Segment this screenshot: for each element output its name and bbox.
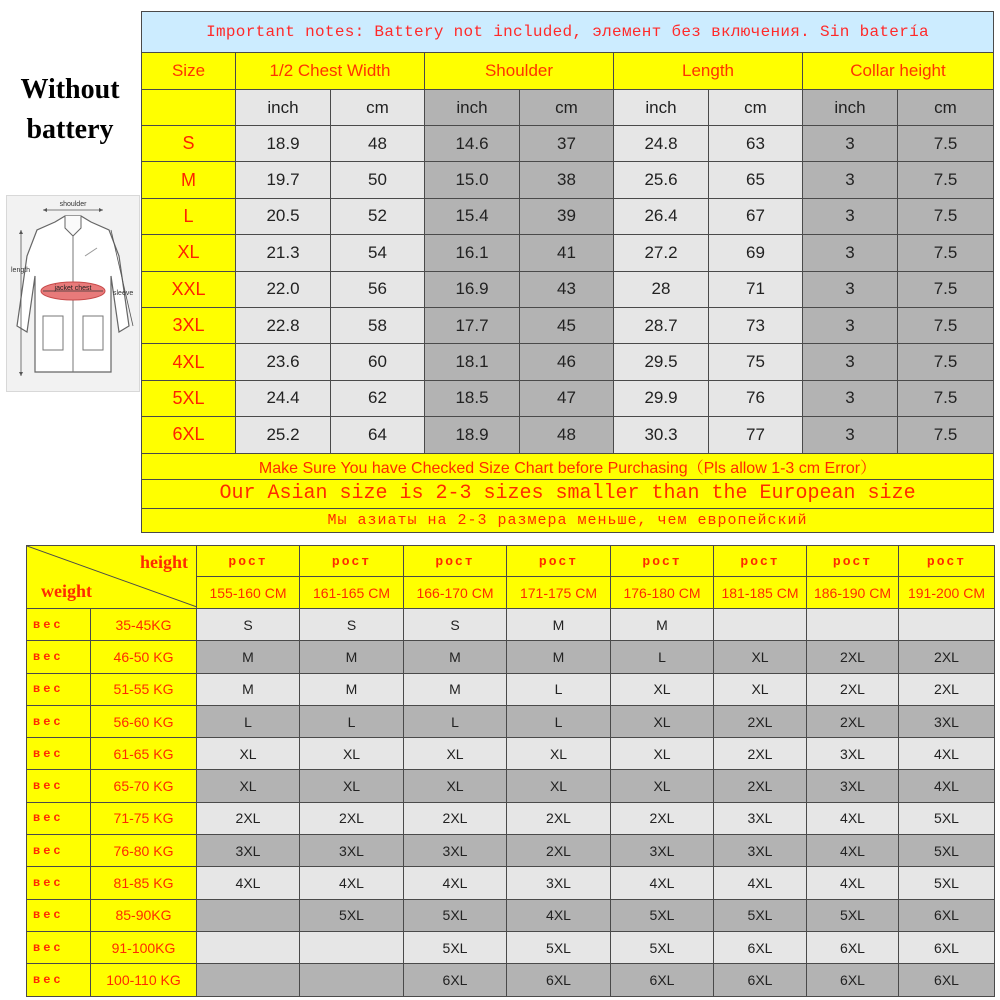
measurement-cell: 38 — [520, 162, 614, 198]
measurement-cell: 48 — [520, 417, 614, 453]
unit-label: cm — [331, 90, 425, 126]
recommended-size — [714, 609, 807, 641]
measurement-cell: 18.1 — [425, 344, 520, 380]
size-row — [142, 344, 994, 380]
measurement-cell: 7.5 — [898, 417, 994, 453]
bec-label: вес — [27, 705, 91, 737]
measurement-cell: 37 — [520, 126, 614, 162]
rost-label: рост — [807, 546, 899, 577]
size-label: XL — [142, 235, 236, 271]
measurement-cell: 28.7 — [614, 307, 709, 343]
recommended-size: 2XL — [714, 705, 807, 737]
bec-label: вес — [27, 835, 91, 867]
size-row — [142, 417, 994, 453]
bec-label: вес — [27, 738, 91, 770]
recommended-size: 6XL — [404, 964, 507, 996]
size-row — [142, 271, 994, 307]
recommended-size: S — [404, 609, 507, 641]
recommended-size: XL — [611, 673, 714, 705]
recommended-size: 5XL — [611, 931, 714, 963]
measurement-cell: 60 — [331, 344, 425, 380]
recommended-size: 5XL — [899, 802, 995, 834]
height-range: 161-165 CM — [300, 577, 404, 609]
measurement-cell: 3 — [803, 235, 898, 271]
weight-row — [27, 867, 995, 899]
unit-label: cm — [709, 90, 803, 126]
header-chest: 1/2 Chest Width — [236, 53, 425, 90]
size-chart-table — [141, 11, 994, 533]
weight-range: 65-70 KG — [91, 770, 197, 802]
size-label: 6XL — [142, 417, 236, 453]
measurement-cell: 62 — [331, 380, 425, 416]
recommended-size: 6XL — [807, 964, 899, 996]
recommended-size: 3XL — [714, 835, 807, 867]
recommended-size: 3XL — [807, 738, 899, 770]
recommended-size: M — [197, 641, 300, 673]
recommended-size: XL — [611, 738, 714, 770]
rost-label: рост — [899, 546, 995, 577]
recommended-size: 4XL — [899, 738, 995, 770]
recommended-size: M — [197, 673, 300, 705]
bec-label: вес — [27, 641, 91, 673]
size-label: 5XL — [142, 380, 236, 416]
recommended-size: XL — [611, 770, 714, 802]
battery-notice-row — [142, 12, 994, 53]
measurement-cell: 18.9 — [236, 126, 331, 162]
height-label: height — [139, 552, 188, 572]
unit-label: inch — [425, 90, 520, 126]
measurement-cell: 3 — [803, 380, 898, 416]
measurement-cell: 24.4 — [236, 380, 331, 416]
recommended-size: 4XL — [197, 867, 300, 899]
recommended-size: M — [300, 641, 404, 673]
size-row — [142, 162, 994, 198]
recommended-size — [300, 964, 404, 996]
recommended-size: 2XL — [807, 705, 899, 737]
weight-range: 71-75 KG — [91, 802, 197, 834]
recommended-size: M — [300, 673, 404, 705]
measurement-cell: 20.5 — [236, 198, 331, 234]
measurement-cell: 75 — [709, 344, 803, 380]
measurement-cell: 28 — [614, 271, 709, 307]
weight-range: 76-80 KG — [91, 835, 197, 867]
height-range: 176-180 CM — [611, 577, 714, 609]
recommended-size: 5XL — [611, 899, 714, 931]
recommended-size: 3XL — [197, 835, 300, 867]
without-battery-title — [4, 70, 136, 150]
recommended-size: 2XL — [404, 802, 507, 834]
measurement-cell: 3 — [803, 344, 898, 380]
measurement-cell: 24.8 — [614, 126, 709, 162]
recommended-size: L — [197, 705, 300, 737]
measurement-cell: 7.5 — [898, 126, 994, 162]
height-range: 186-190 CM — [807, 577, 899, 609]
height-range: 191-200 CM — [899, 577, 995, 609]
size-row — [142, 198, 994, 234]
recommended-size: 2XL — [611, 802, 714, 834]
unit-label: cm — [520, 90, 614, 126]
recommended-size: L — [611, 641, 714, 673]
recommended-size: L — [507, 673, 611, 705]
size-row — [142, 380, 994, 416]
measurement-cell: 48 — [331, 126, 425, 162]
recommended-size: XL — [300, 770, 404, 802]
shoulder-label: shoulder — [59, 201, 87, 208]
recommended-size: 2XL — [807, 673, 899, 705]
rost-label: рост — [507, 546, 611, 577]
measurement-cell: 76 — [709, 380, 803, 416]
footer-row-3 — [142, 508, 994, 532]
recommended-size: XL — [300, 738, 404, 770]
bec-label: вес — [27, 673, 91, 705]
measurement-cell: 63 — [709, 126, 803, 162]
height-range: 171-175 CM — [507, 577, 611, 609]
weight-row — [27, 835, 995, 867]
bec-label: вес — [27, 931, 91, 963]
recommended-size: 6XL — [507, 964, 611, 996]
weight-label: weight — [41, 581, 92, 601]
measurement-cell: 3 — [803, 198, 898, 234]
recommended-size: XL — [714, 673, 807, 705]
footer-asian-size-note: Our Asian size is 2-3 sizes smaller than the European size — [142, 479, 994, 508]
measurement-cell: 3 — [803, 271, 898, 307]
recommended-size: XL — [507, 738, 611, 770]
header-size: Size — [142, 53, 236, 90]
weight-range: 61-65 KG — [91, 738, 197, 770]
weight-row — [27, 705, 995, 737]
weight-row — [27, 770, 995, 802]
measurement-cell: 50 — [331, 162, 425, 198]
recommended-size: 5XL — [899, 867, 995, 899]
measurement-cell: 22.8 — [236, 307, 331, 343]
recommended-size — [197, 899, 300, 931]
footer-row-2 — [142, 479, 994, 508]
recommended-size: 2XL — [899, 673, 995, 705]
weight-row — [27, 931, 995, 963]
measurement-cell: 64 — [331, 417, 425, 453]
weight-range: 81-85 KG — [91, 867, 197, 899]
recommended-size: 4XL — [807, 867, 899, 899]
recommended-size: 6XL — [611, 964, 714, 996]
bec-label: вес — [27, 899, 91, 931]
jacket-measurement-diagram — [6, 195, 140, 392]
measurement-cell: 58 — [331, 307, 425, 343]
bec-label: вес — [27, 964, 91, 996]
size-label: L — [142, 198, 236, 234]
measurement-cell: 18.5 — [425, 380, 520, 416]
recommended-size: M — [404, 641, 507, 673]
unit-label: inch — [236, 90, 331, 126]
recommended-size — [899, 609, 995, 641]
measurement-cell: 56 — [331, 271, 425, 307]
recommended-size: XL — [197, 738, 300, 770]
recommended-size: 5XL — [899, 835, 995, 867]
measurement-cell: 15.0 — [425, 162, 520, 198]
unit-label: inch — [803, 90, 898, 126]
recommended-size: 4XL — [899, 770, 995, 802]
measurement-cell: 3 — [803, 126, 898, 162]
measurement-cell: 14.6 — [425, 126, 520, 162]
recommended-size: 2XL — [899, 641, 995, 673]
recommended-size: 3XL — [899, 705, 995, 737]
recommended-size: 3XL — [611, 835, 714, 867]
measurement-cell: 39 — [520, 198, 614, 234]
chest-label: jacket chest — [54, 285, 92, 292]
weight-range: 51-55 KG — [91, 673, 197, 705]
recommended-size: L — [300, 705, 404, 737]
sleeve-label: sleeve — [113, 290, 134, 297]
measurement-cell: 17.7 — [425, 307, 520, 343]
measurement-cell: 47 — [520, 380, 614, 416]
recommended-size: M — [507, 609, 611, 641]
header-collar: Collar height — [803, 53, 994, 90]
recommended-size: 6XL — [714, 964, 807, 996]
length-label: length — [11, 267, 31, 274]
recommended-size: 3XL — [714, 802, 807, 834]
recommended-size: 6XL — [899, 899, 995, 931]
recommended-size: 5XL — [507, 931, 611, 963]
recommended-size: 5XL — [404, 931, 507, 963]
hw-rows — [27, 609, 995, 997]
recommended-size: XL — [714, 641, 807, 673]
recommended-size — [300, 931, 404, 963]
height-range: 181-185 CM — [714, 577, 807, 609]
title-line-1: Without — [20, 74, 120, 105]
recommended-size: 5XL — [714, 899, 807, 931]
recommended-size — [807, 609, 899, 641]
height-weight-table — [26, 545, 995, 997]
measurement-cell: 77 — [709, 417, 803, 453]
measurement-cell: 65 — [709, 162, 803, 198]
unit-label: cm — [898, 90, 994, 126]
recommended-size: 5XL — [807, 899, 899, 931]
measurement-cell: 46 — [520, 344, 614, 380]
recommended-size: 4XL — [404, 867, 507, 899]
weight-row — [27, 609, 995, 641]
recommended-size: 6XL — [899, 931, 995, 963]
measurement-cell: 29.5 — [614, 344, 709, 380]
recommended-size: XL — [611, 705, 714, 737]
measurement-cell: 15.4 — [425, 198, 520, 234]
measurement-cell: 45 — [520, 307, 614, 343]
weight-range: 85-90KG — [91, 899, 197, 931]
measurement-cell: 52 — [331, 198, 425, 234]
bec-label: вес — [27, 609, 91, 641]
weight-row — [27, 964, 995, 996]
size-rows — [142, 126, 994, 454]
measurement-cell: 26.4 — [614, 198, 709, 234]
recommended-size: S — [197, 609, 300, 641]
recommended-size: 5XL — [404, 899, 507, 931]
measurement-cell: 16.1 — [425, 235, 520, 271]
footer-check-note: Make Sure You have Checked Size Chart before Purchasing（Pls allow 1-3 cm Error） — [142, 453, 994, 479]
measurement-cell: 7.5 — [898, 271, 994, 307]
recommended-size: 6XL — [714, 931, 807, 963]
recommended-size: 2XL — [714, 738, 807, 770]
recommended-size: 4XL — [507, 899, 611, 931]
weight-range: 46-50 KG — [91, 641, 197, 673]
measurement-cell: 71 — [709, 271, 803, 307]
measurement-cell: 19.7 — [236, 162, 331, 198]
title-line-2: battery — [26, 114, 114, 145]
recommended-size: 3XL — [807, 770, 899, 802]
recommended-size: 3XL — [507, 867, 611, 899]
recommended-size: 5XL — [300, 899, 404, 931]
measurement-cell: 25.6 — [614, 162, 709, 198]
measurement-cell: 30.3 — [614, 417, 709, 453]
rost-label: рост — [300, 546, 404, 577]
recommended-size: 2XL — [507, 802, 611, 834]
recommended-size: M — [404, 673, 507, 705]
weight-range: 56-60 KG — [91, 705, 197, 737]
recommended-size: XL — [404, 770, 507, 802]
size-row — [142, 235, 994, 271]
bec-label: вес — [27, 770, 91, 802]
weight-row — [27, 641, 995, 673]
weight-row — [27, 673, 995, 705]
recommended-size: 6XL — [807, 931, 899, 963]
unit-label: inch — [614, 90, 709, 126]
measurement-cell: 3 — [803, 307, 898, 343]
measurement-cell: 27.2 — [614, 235, 709, 271]
size-label: S — [142, 126, 236, 162]
recommended-size: 2XL — [300, 802, 404, 834]
recommended-size: 4XL — [300, 867, 404, 899]
recommended-size: 4XL — [807, 802, 899, 834]
recommended-size: 4XL — [714, 867, 807, 899]
measurement-cell: 21.3 — [236, 235, 331, 271]
size-row — [142, 126, 994, 162]
unit-blank — [142, 90, 236, 126]
weight-row — [27, 899, 995, 931]
measurement-cell: 7.5 — [898, 307, 994, 343]
measurement-cell: 7.5 — [898, 235, 994, 271]
recommended-size: 4XL — [611, 867, 714, 899]
weight-row — [27, 802, 995, 834]
size-label: XXL — [142, 271, 236, 307]
recommended-size — [197, 964, 300, 996]
measurement-cell: 29.9 — [614, 380, 709, 416]
measurement-cell: 7.5 — [898, 162, 994, 198]
header-length: Length — [614, 53, 803, 90]
measurement-cell: 7.5 — [898, 198, 994, 234]
rost-label: рост — [714, 546, 807, 577]
measurement-cell: 67 — [709, 198, 803, 234]
battery-notice: Important notes: Battery not included, элемент без включения. Sin batería — [142, 12, 994, 53]
recommended-size: XL — [507, 770, 611, 802]
size-label: M — [142, 162, 236, 198]
header-shoulder: Shoulder — [425, 53, 614, 90]
measurement-cell: 22.0 — [236, 271, 331, 307]
size-row — [142, 307, 994, 343]
recommended-size: 2XL — [714, 770, 807, 802]
bec-label: вес — [27, 802, 91, 834]
measurement-cell: 69 — [709, 235, 803, 271]
recommended-size: 3XL — [300, 835, 404, 867]
measurement-cell: 3 — [803, 417, 898, 453]
footer-russian-note: Мы азиаты на 2-3 размера меньше, чем европейский — [142, 508, 994, 532]
recommended-size: 2XL — [507, 835, 611, 867]
measurement-cell: 41 — [520, 235, 614, 271]
measurement-cell: 73 — [709, 307, 803, 343]
measurement-cell: 23.6 — [236, 344, 331, 380]
measurement-cell: 16.9 — [425, 271, 520, 307]
unit-row — [142, 90, 994, 126]
recommended-size: L — [507, 705, 611, 737]
size-chart-header-row — [142, 53, 994, 90]
recommended-size: L — [404, 705, 507, 737]
footer-row-1 — [142, 453, 994, 479]
measurement-cell: 7.5 — [898, 380, 994, 416]
height-range: 155-160 CM — [197, 577, 300, 609]
weight-range: 35-45KG — [91, 609, 197, 641]
recommended-size — [197, 931, 300, 963]
recommended-size: M — [507, 641, 611, 673]
measurement-cell: 7.5 — [898, 344, 994, 380]
height-range: 166-170 CM — [404, 577, 507, 609]
rost-label: рост — [611, 546, 714, 577]
recommended-size: 2XL — [807, 641, 899, 673]
measurement-cell: 18.9 — [425, 417, 520, 453]
bec-label: вес — [27, 867, 91, 899]
size-label: 4XL — [142, 344, 236, 380]
measurement-cell: 54 — [331, 235, 425, 271]
weight-range: 100-110 KG — [91, 964, 197, 996]
hw-header — [27, 546, 995, 609]
recommended-size: M — [611, 609, 714, 641]
weight-row — [27, 738, 995, 770]
measurement-cell: 3 — [803, 162, 898, 198]
jacket-icon — [7, 196, 139, 391]
recommended-size: S — [300, 609, 404, 641]
size-label: 3XL — [142, 307, 236, 343]
height-weight-corner — [27, 546, 197, 609]
measurement-cell: 25.2 — [236, 417, 331, 453]
recommended-size: 2XL — [197, 802, 300, 834]
recommended-size: 3XL — [404, 835, 507, 867]
weight-range: 91-100KG — [91, 931, 197, 963]
recommended-size: XL — [404, 738, 507, 770]
rost-label: рост — [197, 546, 300, 577]
recommended-size: 6XL — [899, 964, 995, 996]
measurement-cell: 43 — [520, 271, 614, 307]
rost-label: рост — [404, 546, 507, 577]
recommended-size: 4XL — [807, 835, 899, 867]
recommended-size: XL — [197, 770, 300, 802]
